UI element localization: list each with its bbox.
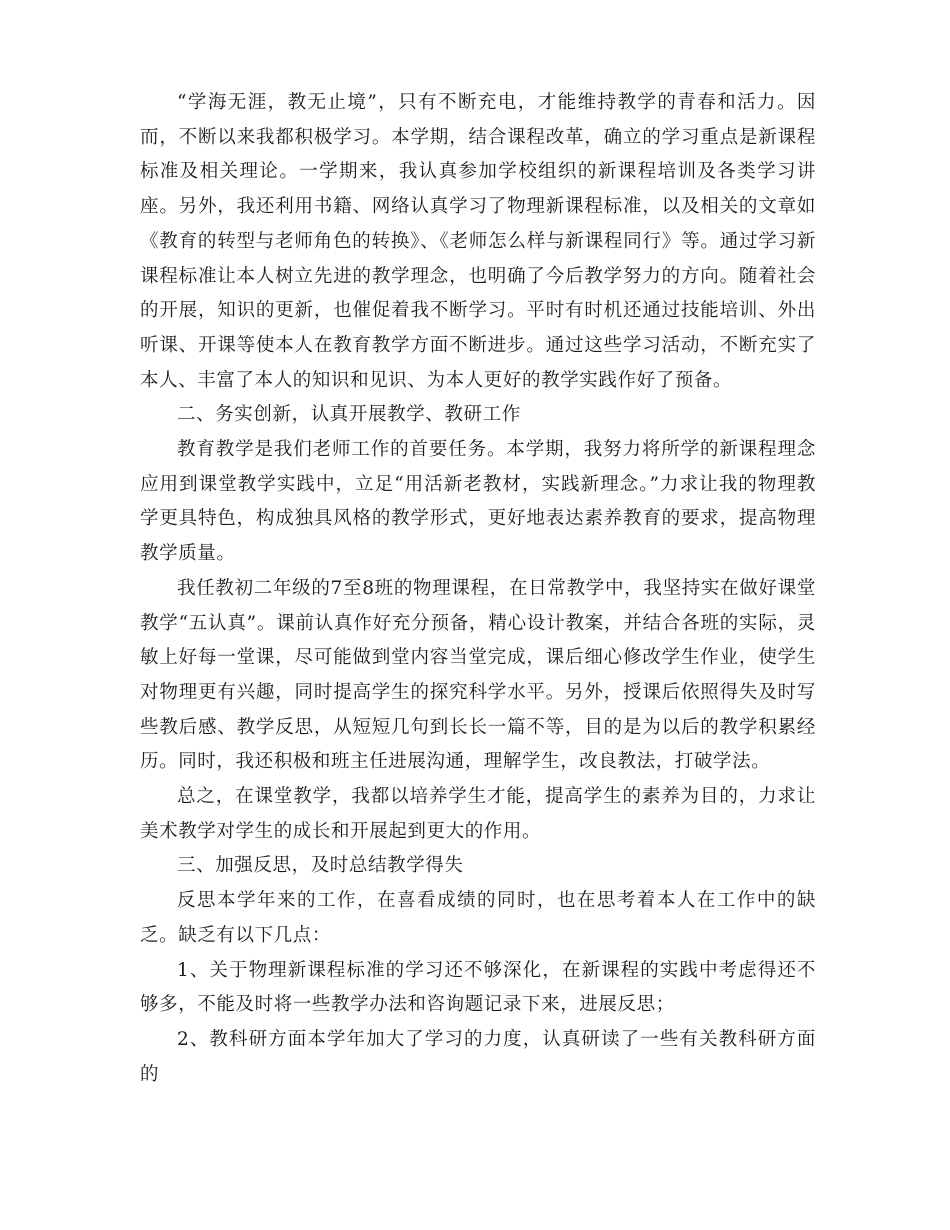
- paragraph-physics-classes: 我任教初二年级的7至8班的物理课程，在日常教学中，我坚持实在做好课堂教学“五认真”。课前认真作好充分预备，精心设计教案，并结合各班的实际，灵敏上好每一堂课，尽可能做到堂内容当堂完成，课后细心修改学生作业，使学生对物理更有兴趣，同时提高学生的探究科学水平。另外，授课后依照得失及时写些教后感、教学反思，从短短几句到长长一篇不等，目的是为以后的教学积累经历。同时，我还积极和班主任进展沟通，理解学生，改良教法，打破学法。: [140, 577, 816, 773]
- list-item-1: 1、关于物理新课程标准的学习还不够深化，在新课程的实践中考虑得还不够多，不能及时将一些教学办法和咨询题记录下来，进展反思；: [140, 959, 816, 1016]
- paragraph-summary: 总之，在课堂教学，我都以培养学生才能，提高学生的素养为目的，力求让美术教学对学生的成长和开展起到更大的作用。: [140, 786, 816, 842]
- document-body: [140, 86, 816, 1092]
- list-item-2: 2、教科研方面本学年加大了学习的力度，认真研读了一些有关教科研方面的: [140, 1028, 816, 1085]
- paragraph-study-learning: “学海无涯，教无止境”，只有不断充电，才能维持教学的青春和活力。因而，不断以来我都积极学习。本学期，结合课程改革，确立的学习重点是新课程标准及相关理论。一学期来，我认真参加学校组织的新课程培训及各类学习讲座。另外，我还利用书籍、网络认真学习了物理新课程标准，以及相关的文章如《教育的转型与老师角色的转换》、《老师怎么样与新课程同行》等。通过学习新课程标准让本人树立先进的教学理念，也明确了今后教学努力的方向。随着社会的开展，知识的更新，也催促着我不断学习。平时有时机还通过技能培训、外出听课、开课等使本人在教育教学方面不断进步。通过这些学习活动，不断充实了本人、丰富了本人的知识和见识、为本人更好的教学实践作好了预备。: [140, 92, 816, 391]
- paragraph-teaching-tasks: 教育教学是我们老师工作的首要任务。本学期，我努力将所学的新课程理念应用到课堂教学实践中，立足“用活新老教材，实践新理念。”力求让我的物理教学更具特色，构成独具风格的教学形式，更好地表达素养教育的要求，提高物理教学质量。: [140, 439, 816, 565]
- section-heading-3: 三、加强反思，及时总结教学得失: [177, 855, 464, 877]
- section-heading-2: 二、务实创新，认真开展教学、教研工作: [177, 404, 521, 426]
- paragraph-reflection: 反思本学年来的工作，在喜看成绩的同时，也在思考着本人在工作中的缺乏。缺乏有以下几点：: [140, 890, 816, 946]
